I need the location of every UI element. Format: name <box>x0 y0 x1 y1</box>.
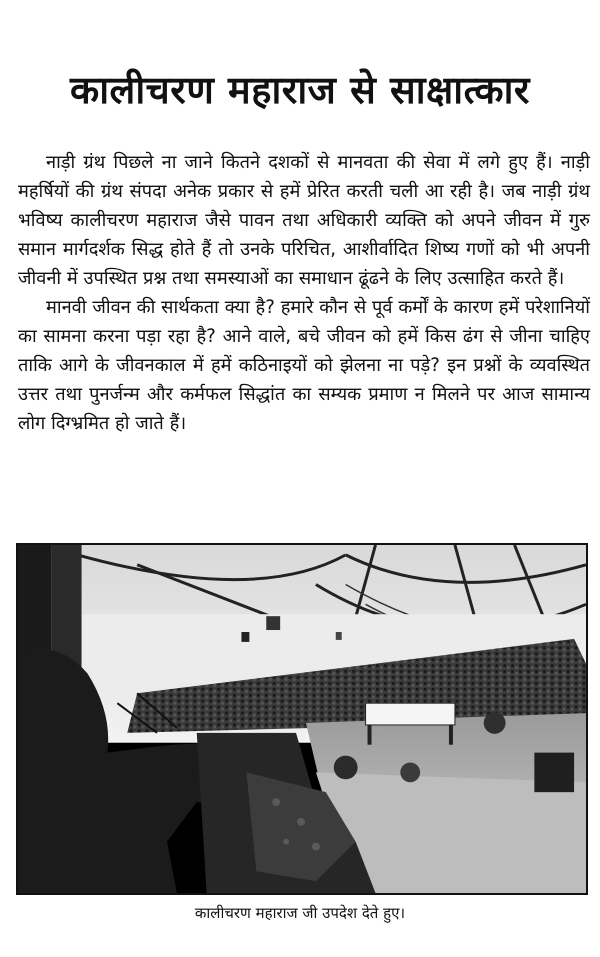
photo-caption: कालीचरण महाराज जी उपदेश देते हुए। <box>194 904 406 922</box>
photo-illustration <box>18 545 586 893</box>
article-body <box>18 148 590 438</box>
event-photo <box>16 543 588 895</box>
paragraph-1: नाड़ी ग्रंथ पिछले ना जाने कितने दशकों से मानवता की सेवा में लगे हुए हैं। नाड़ी महर्षियों की ग्रंथ संपदा अनेक प्रकार से हमें प्रेरित करती चली आ रही है। जब नाड़ी ग्रंथ भविष्य कालीचरण महाराज जैसे पावन तथा अधिकारी व्यक्ति को अपने जीवन में गुरु समान मार्गदर्शक सिद्ध होते हैं तो उनके परिचित, आशीर्वादित शिष्य गणों को भी अपनी जीवनी में उपस्थित प्रश्न तथा समस्याओं का समाधान ढूंढने के लिए उत्साहित करते हैं। <box>18 152 590 289</box>
paragraph-2: मानवी जीवन की सार्थकता क्या है? हमारे कौन से पूर्व कर्मों के कारण हमें परेशानियों का सामना करना पड़ा रहा है? आने वाले, बचे जीवन को हमें किस ढंग से जीना चाहिए ताकि आगे के जीवनकाल में हमें कठिनाइयों को झेलना ना पड़े? इन प्रश्नों के व्यवस्थित उत्तर तथा पुनर्जन्म और कर्मफल सिद्धांत का सम्यक प्रमाण न मिलने पर आज सामान्य लोग दिग्भ्रमित हो जाते हैं। <box>18 297 590 434</box>
page-title: कालीचरण महाराज से साक्षात्कार <box>70 68 530 112</box>
